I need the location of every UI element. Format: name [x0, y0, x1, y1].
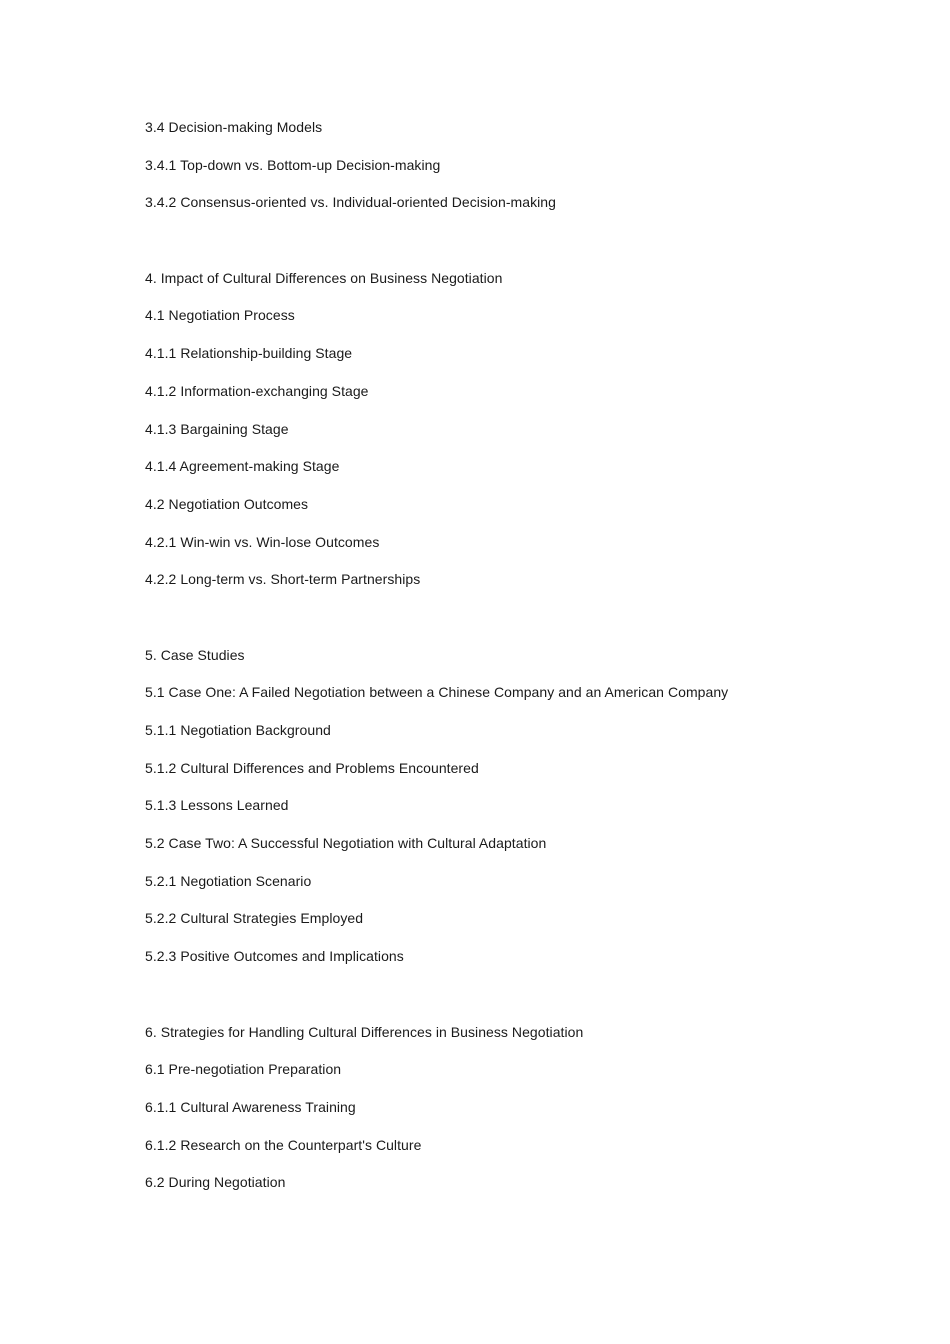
- outline-entry: 4.1.4 Agreement-making Stage: [145, 458, 340, 475]
- outline-entry: 6.1 Pre-negotiation Preparation: [145, 1061, 342, 1078]
- outline-entry: 5.2 Case Two: A Successful Negotiation with Cultural Adaptation: [145, 835, 547, 852]
- section-gap: [145, 230, 865, 268]
- section-gap: [145, 984, 865, 1022]
- outline-entry: 6.1.1 Cultural Awareness Training: [145, 1098, 356, 1115]
- outline-entry: 5.2.3 Positive Outcomes and Implications: [145, 948, 404, 965]
- outline-entry: 4.1 Negotiation Process: [145, 307, 295, 324]
- outline-entry: 5.2.2 Cultural Strategies Employed: [145, 910, 364, 927]
- outline-entry: 4.2.1 Win-win vs. Win-lose Outcomes: [145, 533, 380, 550]
- outline-entry: 4.1.1 Relationship-building Stage: [145, 345, 353, 362]
- outline-entry: 5. Case Studies: [145, 646, 245, 663]
- outline-entry: 4. Impact of Cultural Differences on Business Negotiation: [145, 269, 503, 286]
- outline-entry: 3.4 Decision-making Models: [145, 119, 323, 135]
- outline-entry: 4.2.2 Long-term vs. Short-term Partnerships: [145, 571, 421, 588]
- outline-entry: 5.1.3 Lessons Learned: [145, 797, 289, 814]
- outline-entry: 4.1.2 Information-exchanging Stage: [145, 382, 369, 399]
- table-of-contents: [145, 117, 865, 1210]
- outline-entry: 5.1 Case One: A Failed Negotiation between a Chinese Company and an American Company: [145, 684, 729, 701]
- outline-entry: 3.4.2 Consensus-oriented vs. Individual-oriented Decision-making: [145, 194, 556, 211]
- outline-entry: 5.1.1 Negotiation Background: [145, 722, 331, 738]
- section-3-4: [145, 117, 865, 212]
- section-5: [145, 645, 865, 967]
- outline-entry: 3.4.1 Top-down vs. Bottom-up Decision-making: [145, 156, 441, 173]
- section-6: [145, 1022, 865, 1193]
- outline-entry: 6.2 During Negotiation: [145, 1174, 286, 1191]
- section-gap: [145, 607, 865, 645]
- outline-entry: 4.2 Negotiation Outcomes: [145, 495, 309, 512]
- outline-entry: 4.1.3 Bargaining Stage: [145, 420, 289, 437]
- outline-entry: 5.2.1 Negotiation Scenario: [145, 872, 312, 889]
- outline-entry: 6.1.2 Research on the Counterpart's Culture: [145, 1136, 422, 1153]
- section-4: [145, 268, 865, 590]
- outline-entry: 5.1.2 Cultural Differences and Problems Encountered: [145, 759, 479, 776]
- outline-entry: 6. Strategies for Handling Cultural Differences in Business Negotiation: [145, 1023, 584, 1040]
